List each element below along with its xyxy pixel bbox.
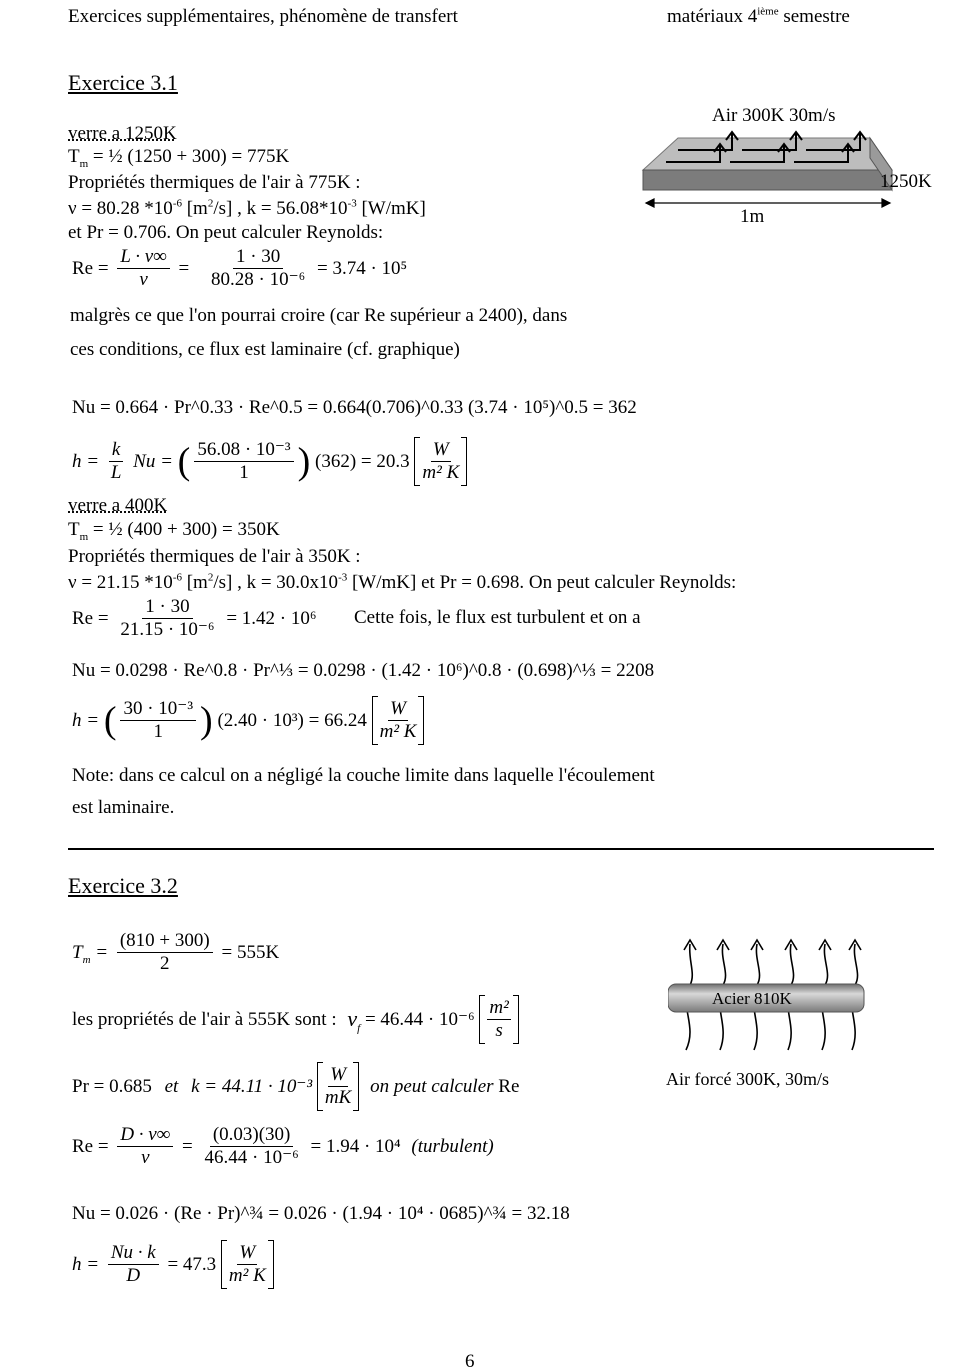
ex1-nusselt-equation-2: Nu = 0.0298 · Re^0.8 · Pr^⅓ = 0.0298 · (1.42 · 10⁶)^0.8 · (0.698)^⅓ = 2208: [72, 660, 655, 681]
ex1-line-tm-400: $T_m$ = ½ (400 + 300) = 350K: [68, 519, 280, 543]
ex1-h-equation: h = $\frac{k}{L}$ Nu = ( $\frac{\text{56.08 · 10⁻³}}{1}$ ) (362) = 20.3 $\frac{W}{\text{m² K}}$: [72, 437, 467, 486]
fig2-cylinder-label: Acier 810K: [712, 989, 792, 1008]
ex2-reynolds-equation: Re = $\frac{D \cdot v\infty}{\nu}$ = $\frac{(0.03)(30)}{\text{46.44 · 10⁻⁶}}$ = 1.94 · 10⁴ (turbulent): [72, 1124, 494, 1168]
ex1-reynolds-equation-2: Re = $\frac{1 \cdot 30}{\text{21.15 · 10⁻⁶}}$ = 1.42 · 10⁶: [72, 596, 317, 640]
ex2-nusselt-equation: Nu = 0.026 · (Re · Pr)^¾ = 0.026 · (1.94 · 10⁴ · 0685)^¾ = 32.18: [72, 1203, 570, 1224]
ex1-line-nu-350: ν = 21.15 $*10^{-6}$ $[m^2/s]$ , $k = 30.0x10^{-3}$ [W/mK] et Pr = 0.698. On peut calculer Reynolds:: [68, 571, 737, 593]
ex1-nusselt-equation: Nu = 0.664 · Pr^0.33 · Re^0.5 = 0.664(0.706)^0.33 (3.74 · 10⁵)^0.5 = 362: [72, 397, 637, 418]
re-fraction-numeric: $\frac{1 \cdot 30}{\text{80.28 · 10⁻⁶}}$: [211, 246, 306, 290]
ex1-line-verre-400: verre a 400K: [68, 495, 168, 516]
fig1-air-label: Air 300K 30m/s: [712, 105, 836, 126]
plate-top-face: [643, 138, 892, 170]
fig1-length-label: 1m: [740, 206, 765, 227]
exercise-2-title: Exercice 3.2: [68, 873, 178, 898]
ex1-reynolds-equation: Re = $\frac{L \cdot v\infty}{\nu}$ = $\frac{1 \cdot 30}{\text{80.28 · 10⁻⁶}}$ = 3.74 · 10⁵: [72, 246, 408, 290]
exercise-1-title: Exercice 3.1: [68, 70, 178, 95]
ex1-note-2: est laminaire.: [72, 797, 175, 818]
ex1-note-1: Note: dans ce calcul on a négligé la couche limite dans laquelle l'écoulement: [72, 765, 655, 786]
fig1-plate-diagram: [640, 128, 930, 268]
unit-bracket: $\frac{W}{\text{m² K}}$: [414, 437, 467, 486]
ex1-line-tm: $T_m$ = ½ (1250 + 300) = 775K: [68, 146, 290, 170]
header-right: matériaux 4ième semestre: [667, 5, 850, 27]
length-dimension: [646, 199, 890, 207]
plate-front-face: [643, 170, 892, 190]
ex2-properties-line: les propriétés de l'air à 555K sont : $\nu_f = 46.44 \cdot 10^{-6}$ $\frac{\text{m²}}{s}$: [72, 995, 519, 1044]
header-left: Exercices supplémentaires, phénomène de transfert: [68, 6, 458, 27]
ex1-line-nu: ν = 80.28 $*10^{-6}$ $[m^2/s]$ , $k = 56.08*10^{-3}$ [W/mK]: [68, 197, 426, 219]
ex1-para-2: ces conditions, ce flux est laminaire (cf. graphique): [70, 339, 460, 360]
ex2-h-equation: h = $\frac{Nu \cdot k}{D}$ = 47.3 $\frac{W}{\text{m² K}}$: [72, 1240, 274, 1289]
ex1-line-pr: et Pr = 0.706. On peut calculer Reynolds:: [68, 222, 384, 243]
ex1-line-verre: verre a 1250K: [68, 123, 177, 144]
ex1-para-1: malgrès ce que l'on pourrai croire (car Re supérieur a 2400), dans: [70, 305, 568, 326]
ex1-h-equation-2: h = ( $\frac{\text{30 · 10⁻³}}{1}$ ) (2.40 · 10³) = 66.24 $\frac{W}{\text{m² K}}$: [72, 696, 424, 745]
section-divider: [68, 848, 934, 850]
fig2-air-label: Air forcé 300K, 30m/s: [666, 1069, 829, 1089]
ex1-line-props-350: Propriétés thermiques de l'air à 350K :: [68, 546, 361, 567]
ex1-turbulent-text: Cette fois, le flux est turbulent et on a: [354, 607, 641, 628]
page-number: 6: [465, 1351, 475, 1372]
ex1-line-props: Propriétés thermiques de l'air à 775K :: [68, 172, 361, 193]
ex2-pr-k-line: Pr = 0.685 et k = 44.11 · 10⁻³ $\frac{W}{mK}$ on peut calculer Re: [72, 1062, 519, 1111]
ex2-tm-equation: $T_m$ = $\frac{(810 + 300)}{2}$ = 555K: [72, 930, 280, 974]
re-fraction-symbolic: $\frac{L \cdot v\infty}{\nu}$: [117, 246, 169, 291]
fig1-temp-label: 1250K: [880, 171, 932, 192]
